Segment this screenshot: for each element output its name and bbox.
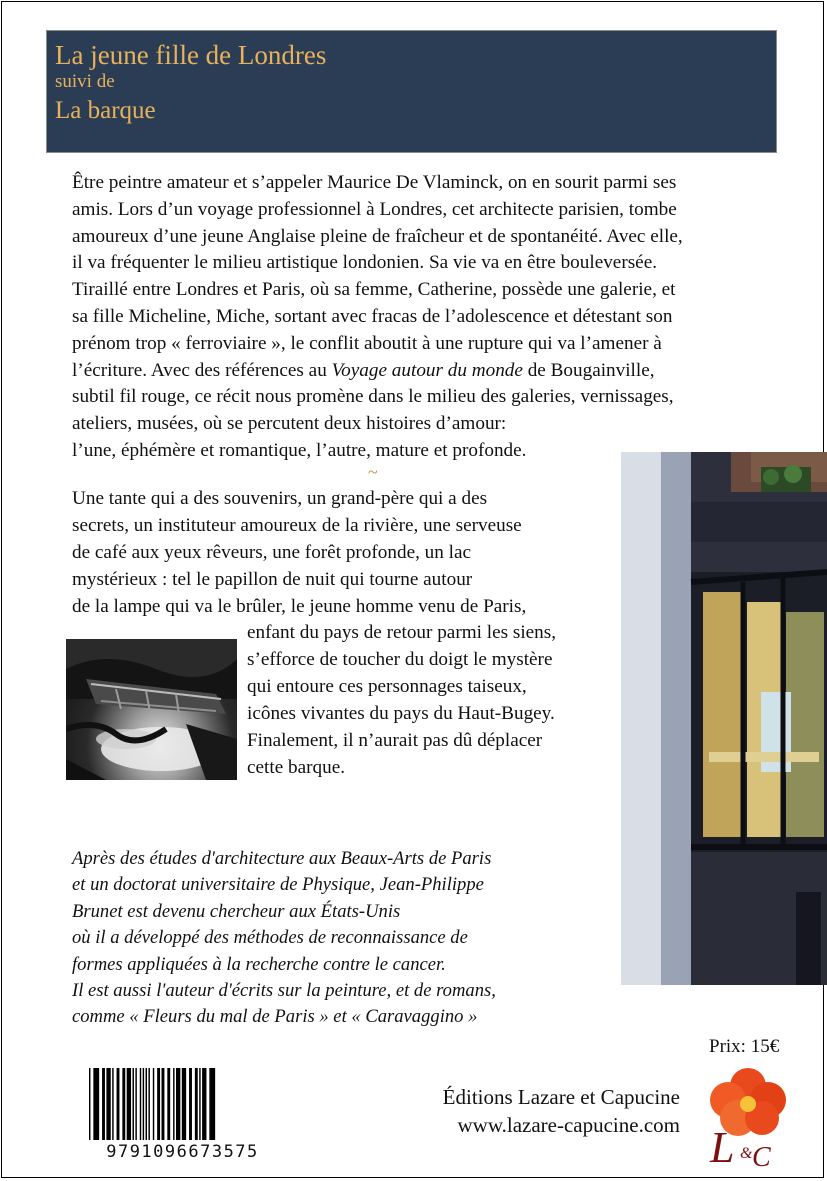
svg-text:C: C (752, 1142, 771, 1173)
barcode-bar (176, 1068, 180, 1140)
publisher-url[interactable]: www.lazare-capucine.com (457, 1113, 680, 1137)
shop-window-illustration (621, 452, 827, 985)
isbn-barcode (85, 1066, 280, 1162)
boat-photo-illustration (66, 639, 237, 780)
bio-line: et un doctorat universitaire de Physique, Jean-Philippe (72, 874, 484, 896)
barcode-bar (209, 1068, 215, 1140)
barcode-bar (199, 1068, 200, 1140)
synopsis-paragraph-2-continued (247, 620, 556, 781)
text-line: mystérieux : tel le papillon de nuit qui tourne autour (72, 568, 473, 590)
text-line (72, 358, 792, 385)
bio-line: comme « Fleurs du mal de Paris » et « Caravaggino » (72, 1006, 478, 1028)
svg-text:&: & (740, 1145, 753, 1162)
book-title: La jeune fille de Londres (55, 40, 327, 70)
bio-line: Après des études d'architecture aux Beaux-Arts de Paris (72, 848, 492, 869)
barcode-bar (122, 1068, 125, 1140)
barcode-bar (112, 1068, 113, 1140)
text-line: Finalement, il n’aurait pas dû déplacer (247, 729, 543, 751)
text-line: amoureux d’une jeune Anglaise pleine de fraîcheur et de spontanéité. Avec elle, (72, 225, 683, 247)
text-line: ateliers, musées, où se percutent deux histoires d’amour: (72, 413, 507, 435)
synopsis-paragraph-2 (72, 486, 526, 621)
barcode-bar (157, 1068, 160, 1140)
barcode-bar (167, 1068, 170, 1140)
barcode-bar (89, 1068, 90, 1140)
text-line: icônes vivantes du pays du Haut-Bugey. (247, 702, 555, 724)
bio-line: où il a développé des méthodes de reconnaissance de (72, 927, 468, 949)
boat-photo (66, 639, 237, 780)
barcode-bar (143, 1068, 144, 1140)
barcode-bar (182, 1068, 186, 1140)
text-line: prénom trop « ferroviaire », le conflit aboutit à une rupture qui va l’amener à (72, 332, 662, 354)
publisher-logo (704, 1066, 796, 1174)
text-line: sa fille Micheline, Miche, sortant avec fracas de l’adolescence et détestant son (72, 305, 673, 327)
price-label: Prix: 15€ (709, 1036, 780, 1057)
flower-logo-icon (704, 1066, 796, 1174)
bio-line: formes appliquées à la recherche contre le cancer. (72, 953, 446, 975)
text-line: Une tante qui a des souvenirs, un grand-père qui a des (72, 488, 488, 509)
text-segment: de Bougainville, (522, 359, 655, 381)
publisher-name: Éditions Lazare et Capucine (442, 1085, 680, 1109)
barcode-bar (117, 1068, 120, 1140)
barcode-bar (146, 1068, 147, 1140)
suivi-de-label: suivi de (55, 71, 115, 92)
barcode-bar (189, 1068, 192, 1140)
barcode-bar (148, 1068, 149, 1140)
barcode-bar (93, 1068, 99, 1140)
barcode-bar (102, 1068, 105, 1140)
text-line: il va fréquenter le milieu artistique londonien. Sa vie va en être bouleversée. (72, 252, 658, 274)
text-segment: l’écriture. Avec des références au (72, 359, 332, 381)
svg-text:L: L (710, 1123, 735, 1172)
barcode-bar (133, 1068, 134, 1140)
text-line: secrets, un instituteur amoureux de la rivière, une serveuse (72, 514, 522, 536)
barcode-bar (127, 1068, 131, 1140)
shop-window-photo (621, 452, 827, 985)
text-line: cette barque. (247, 756, 346, 778)
bio-line: Il est aussi l'auteur d'écrits sur la peinture, et de romans, (72, 980, 496, 1002)
bio-line: Brunet est devenu chercheur aux États-Unis (72, 900, 401, 922)
barcode-bar (162, 1068, 165, 1140)
separator-tilde: ~ (368, 462, 378, 482)
text-line: subtil fil rouge, ce récit nous promène dans le milieu des galeries, vernissages, (72, 386, 674, 408)
barcode-bar (202, 1068, 206, 1140)
publisher-info (396, 1083, 680, 1139)
barcode-bar (140, 1068, 141, 1140)
title-box (46, 30, 777, 153)
barcode-bar (153, 1068, 154, 1140)
barcode-bar (173, 1068, 174, 1140)
text-line: Tiraillé entre Londres et Paris, où sa femme, Catherine, possède une galerie, et (72, 279, 676, 301)
text-line: enfant du pays de retour parmi les siens, (247, 622, 557, 643)
italic-book-reference: Voyage autour du monde (331, 359, 523, 381)
text-line: de café aux yeux rêveurs, une forêt profonde, un lac (72, 541, 472, 563)
author-bio (72, 846, 496, 1031)
text-line: de la lampe qui va le brûler, le jeune homme venu de Paris, (72, 595, 527, 617)
text-line: amis. Lors d’un voyage professionnel à Londres, cet architecte parisien, tombe (72, 198, 677, 220)
barcode-number: 9791096673575 (85, 1142, 280, 1162)
text-line: qui entoure ces personnages taiseux, (247, 675, 527, 697)
barcode-bar (106, 1068, 110, 1140)
second-title: La barque (55, 97, 156, 124)
synopsis-paragraph-1 (72, 170, 792, 465)
text-line: l’une, éphémère et romantique, l’autre, mature et profonde. (72, 439, 527, 461)
text-line: Être peintre amateur et s’appeler Maurice De Vlaminck, on en sourit parmi ses (72, 172, 677, 193)
text-line: s’efforce de toucher du doigt le mystère (247, 648, 553, 670)
barcode-bar (135, 1068, 136, 1140)
barcode-bars (85, 1066, 280, 1144)
barcode-bar (195, 1068, 198, 1140)
